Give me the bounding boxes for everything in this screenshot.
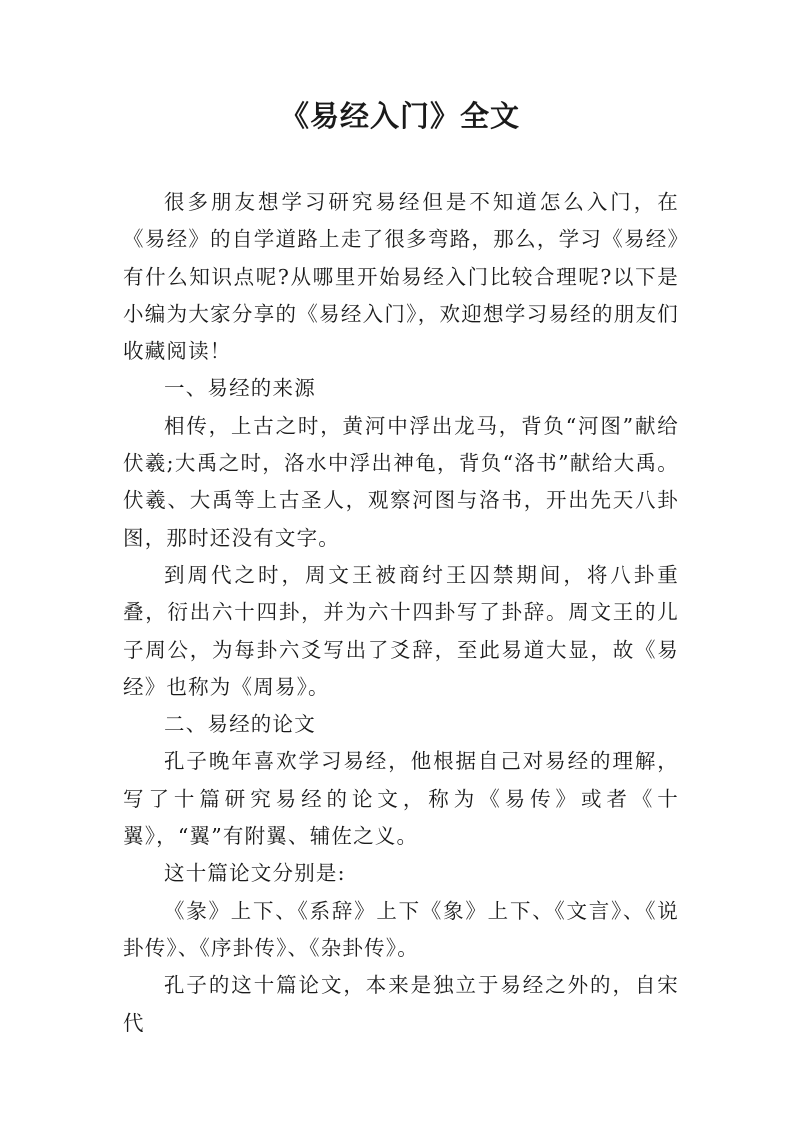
section-heading-origin: 一、易经的来源	[164, 376, 316, 401]
paragraph-treatise-list: 《彖》上下、《系辞》上下《象》上下、《文言》、《说卦传》、《序卦传》、《杂卦传》。	[123, 898, 679, 960]
paragraph-zhou-dynasty: 到周代之时，周文王被商纣王囚禁期间，将八卦重叠，衍出六十四卦，并为六十四卦写了卦辞。周文王的儿子周公，为每卦六爻写出了爻辞，至此易道大显，故《易经》也称为《周易》。	[123, 562, 679, 699]
document-title: 《易经入门》全文	[279, 99, 520, 133]
paragraph-origin-legend: 相传，上古之时，黄河中浮出龙马，背负“河图”献给伏羲;大禹之时，洛水中浮出神龟，背负“洛书”献给大禹。伏羲、大禹等上古圣人，观察河图与洛书，开出先天八卦图，那时还没有文字。	[123, 413, 679, 550]
paragraph-confucius: 孔子晚年喜欢学习易经，他根据自己对易经的理解，写了十篇研究易经的论文，称为《易传》或者《十翼》，“翼”有附翼、辅佐之义。	[123, 749, 679, 849]
section-heading-treatises: 二、易经的论文	[164, 712, 316, 737]
paragraph-song-dynasty: 孔子的这十篇论文，本来是独立于易经之外的，自宋代	[123, 973, 679, 1035]
paragraph-ten-treatises-intro: 这十篇论文分别是:	[164, 861, 346, 886]
document-body	[123, 184, 679, 1042]
paragraph-intro: 很多朋友想学习研究易经但是不知道怎么入门，在《易经》的自学道路上走了很多弯路，那么，学习《易经》有什么知识点呢?从哪里开始易经入门比较合理呢?以下是小编为大家分享的《易经入门》，欢迎想学习易经的朋友们收藏阅读！	[123, 190, 679, 364]
